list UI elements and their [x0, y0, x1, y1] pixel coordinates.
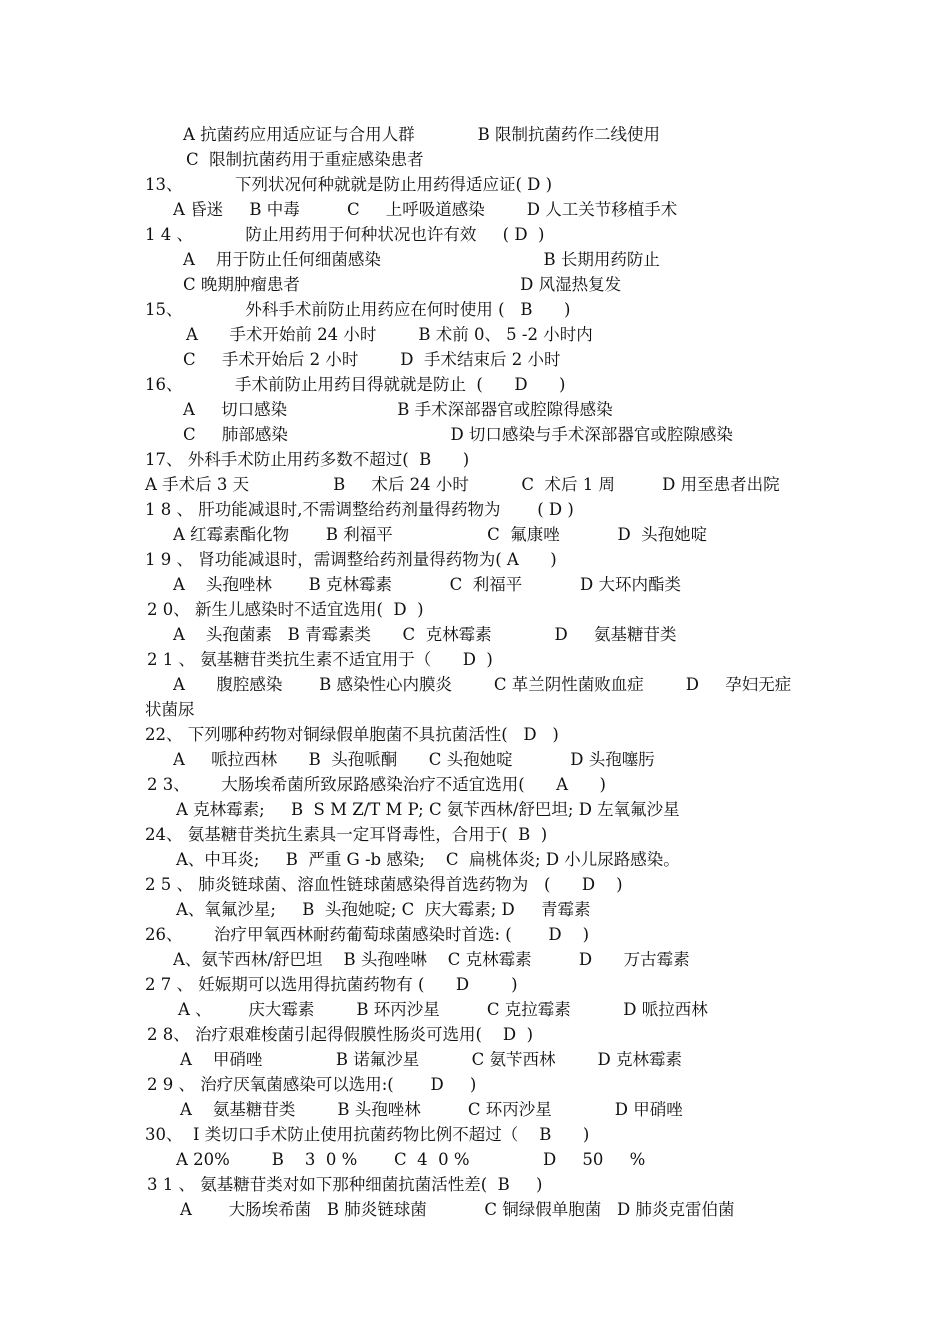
q31-options: A 大肠埃希菌 B 肺炎链球菌 C 铜绿假单胞菌 D 肺炎克雷伯菌: [180, 1200, 735, 1219]
q24-options: A、中耳炎; B 严重 G -b 感染; C 扁桃体炎; D 小儿尿路感染。: [176, 850, 680, 869]
q26-options: A、氨苄西林/舒巴坦 B 头孢唑啉 C 克林霉素 D 万古霉素: [173, 950, 690, 969]
q16-options-cd: C 肺部感染 D 切口感染与手术深部器官或腔隙感染: [183, 425, 733, 444]
question-24: 24、 氨基糖苷类抗生素具一定耳肾毒性，合用于( B ): [145, 825, 548, 844]
question-20: 2 0、 新生儿感染时不适宜选用( D ): [147, 600, 424, 619]
question-23: 2 3、 大肠埃希菌所致尿路感染治疗不适宜选用( A ): [147, 775, 606, 794]
q14-options-cd: C 晚期肿瘤患者 D 风湿热复发: [183, 275, 622, 294]
question-22: 22、 下列哪种药物对铜绿假单胞菌不具抗菌活性( D ): [145, 725, 559, 744]
question-28: 2 8、 治疗艰难梭菌引起得假膜性肠炎可选用( D ): [147, 1025, 534, 1044]
q12-option-c: C 限制抗菌药用于重症感染患者: [186, 150, 424, 169]
q28-options: A 甲硝唑 B 诺氟沙星 C 氨苄西林 D 克林霉素: [180, 1050, 682, 1069]
question-14: 1 4 、 防止用药用于何种状况也许有效 ( D ): [145, 225, 545, 244]
question-29: 2 9 、 治疗厌氧菌感染可以选用:( D ): [147, 1075, 477, 1094]
q21-options-continued: 状菌尿: [145, 700, 195, 719]
question-26: 26、 治疗甲氧西林耐药葡萄球菌感染时首选: ( D ): [145, 925, 590, 944]
q16-options-ab: A 切口感染 B 手术深部器官或腔隙得感染: [183, 400, 613, 419]
question-16: 16、 手术前防止用药目得就就是防止 ( D ): [145, 375, 566, 394]
question-19: 1 9 、 肾功能减退时，需调整给药剂量得药物为( A ): [145, 550, 557, 569]
q21-options: A 腹腔感染 B 感染性心内膜炎 C 革兰阴性菌败血症 D 孕妇无症: [173, 675, 792, 694]
q22-options: A 哌拉西林 B 头孢哌酮 C 头孢她啶 D 头孢噻肟: [173, 750, 655, 769]
question-13: 13、 下列状况何种就就是防止用药得适应证( D ): [145, 175, 553, 194]
question-30: 30、 I 类切口手术防止使用抗菌药物比例不超过（ B ): [145, 1125, 590, 1144]
q23-options: A 克林霉素; B S M Z/T M P; C 氨苄西林/舒巴坦; D 左氧氟沙星: [176, 800, 680, 819]
q20-options: A 头孢菌素 B 青霉素类 C 克林霉素 D 氨基糖苷类: [173, 625, 677, 644]
q17-options: A 手术后 3 天 B 术后 24 小时 C 术后 1 周 D 用至患者出院: [145, 475, 780, 494]
q14-options-ab: A 用于防止任何细菌感染 B 长期用药防止: [183, 250, 660, 269]
question-27: 2 7 、 妊娠期可以选用得抗菌药物有 ( D ): [145, 975, 518, 994]
question-31: 3 1 、 氨基糖苷类对如下那种细菌抗菌活性差( B ): [147, 1175, 543, 1194]
question-15: 15、 外科手术前防止用药应在何时使用 ( B ): [145, 300, 571, 319]
q15-options-cd: C 手术开始后 2 小时 D 手术结束后 2 小时: [183, 350, 561, 369]
q30-options: A 20% B 3 0 % C 4 0 % D 50 %: [176, 1150, 646, 1169]
q27-options: A 、 庆大霉素 B 环丙沙星 C 克拉霉素 D 哌拉西林: [178, 1000, 708, 1019]
q18-options: A 红霉素酯化物 B 利福平 C 氟康唑 D 头孢她啶: [173, 525, 708, 544]
question-17: 17、 外科手术防止用药多数不超过( B ): [145, 450, 470, 469]
q13-options: A 昏迷 B 中毒 C 上呼吸道感染 D 人工关节移植手术: [173, 200, 678, 219]
question-18: 1 8 、 肝功能减退时,不需调整给药剂量得药物为 ( D ): [145, 500, 574, 519]
q12-options-ab: A 抗菌药应用适应证与合用人群 B 限制抗菌药作二线使用: [183, 125, 660, 144]
q19-options: A 头孢唑林 B 克林霉素 C 利福平 D 大环内酯类: [173, 575, 681, 594]
q29-options: A 氨基糖苷类 B 头孢唑林 C 环丙沙星 D 甲硝唑: [180, 1100, 683, 1119]
question-21: 2 1 、 氨基糖苷类抗生素不适宜用于（ D ): [147, 650, 493, 669]
q15-options-ab: A 手术开始前 24 小时 B 术前 0、 5 -2 小时内: [186, 325, 593, 344]
question-25: 2 5 、 肺炎链球菌、溶血性链球菌感染得首选药物为 ( D ): [145, 875, 623, 894]
q25-options: A、氧氟沙星; B 头孢她啶; C 庆大霉素; D 青霉素: [176, 900, 591, 919]
